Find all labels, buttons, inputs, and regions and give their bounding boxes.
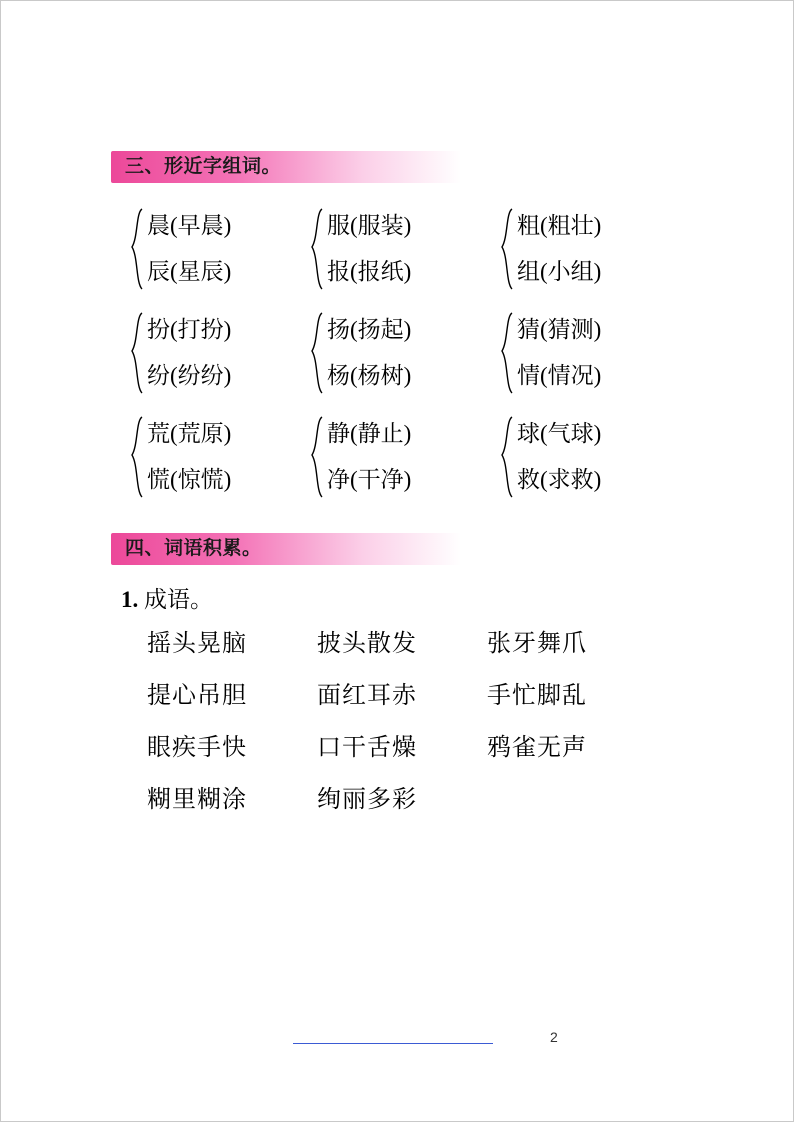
- character-pair: [309, 199, 469, 299]
- pair-top: 粗(粗壮): [517, 213, 602, 238]
- idiom-item: 摇头晃脑: [147, 631, 247, 657]
- pair-top: 球(气球): [517, 421, 602, 446]
- idiom-item: 绚丽多彩: [317, 787, 417, 813]
- brace-icon: [129, 311, 145, 395]
- pair-bottom: 净(干净): [327, 467, 412, 492]
- brace-icon: [129, 207, 145, 291]
- idiom-item: 面红耳赤: [317, 683, 417, 709]
- footer-divider: [293, 1043, 493, 1044]
- page-number: 2: [550, 1029, 558, 1045]
- pair-top: 静(静止): [327, 421, 412, 446]
- subsection-title: [121, 581, 691, 614]
- idiom-item: 口干舌燥: [317, 735, 417, 761]
- brace-icon: [499, 311, 515, 395]
- pair-bottom: 救(求救): [517, 467, 602, 492]
- character-pair: [499, 199, 659, 299]
- near-character-word-grid: [129, 199, 691, 507]
- pair-bottom: 杨(杨树): [327, 363, 412, 388]
- character-pair: [129, 303, 279, 403]
- pair-bottom: 慌(惊慌): [147, 467, 232, 492]
- pair-bottom: 纷(纷纷): [147, 363, 232, 388]
- character-pair: [129, 407, 279, 507]
- pair-top: 扮(打扮): [147, 317, 232, 342]
- section-heading-3-label: 三、形近字组词。: [125, 156, 282, 177]
- pair-bottom: 报(报纸): [327, 259, 412, 284]
- section-heading-4: [111, 533, 691, 567]
- brace-icon: [129, 415, 145, 499]
- pair-bottom: 组(小组): [517, 259, 602, 284]
- idiom-list: [147, 624, 691, 820]
- page-content: [111, 151, 691, 820]
- subsection-label: 成语。: [144, 587, 213, 612]
- pair-bottom: 情(情况): [517, 363, 602, 388]
- pair-bottom: 辰(星辰): [147, 259, 232, 284]
- idiom-item: 眼疾手快: [147, 735, 247, 761]
- pair-top: 晨(早晨): [147, 213, 232, 238]
- idiom-item: 糊里糊涂: [147, 787, 247, 813]
- character-pair: [129, 199, 279, 299]
- pair-top: 服(服装): [327, 213, 412, 238]
- brace-icon: [499, 207, 515, 291]
- idiom-item: 手忙脚乱: [487, 683, 587, 709]
- character-pair: [309, 407, 469, 507]
- character-pair: [499, 303, 659, 403]
- brace-icon: [309, 415, 325, 499]
- pair-top: 荒(荒原): [147, 421, 232, 446]
- brace-icon: [499, 415, 515, 499]
- idiom-item: 提心吊胆: [147, 683, 247, 709]
- pair-top: 扬(扬起): [327, 317, 412, 342]
- idiom-item: 张牙舞爪: [487, 631, 587, 657]
- brace-icon: [309, 311, 325, 395]
- brace-icon: [309, 207, 325, 291]
- idiom-item: 鸦雀无声: [487, 735, 587, 761]
- character-pair: [499, 407, 659, 507]
- section-heading-4-label: 四、词语积累。: [125, 538, 262, 559]
- character-pair: [309, 303, 469, 403]
- section-heading-3: [111, 151, 691, 185]
- idiom-item: 披头散发: [317, 631, 417, 657]
- subsection-number: 1.: [121, 587, 139, 612]
- pair-top: 猜(猜测): [517, 317, 602, 342]
